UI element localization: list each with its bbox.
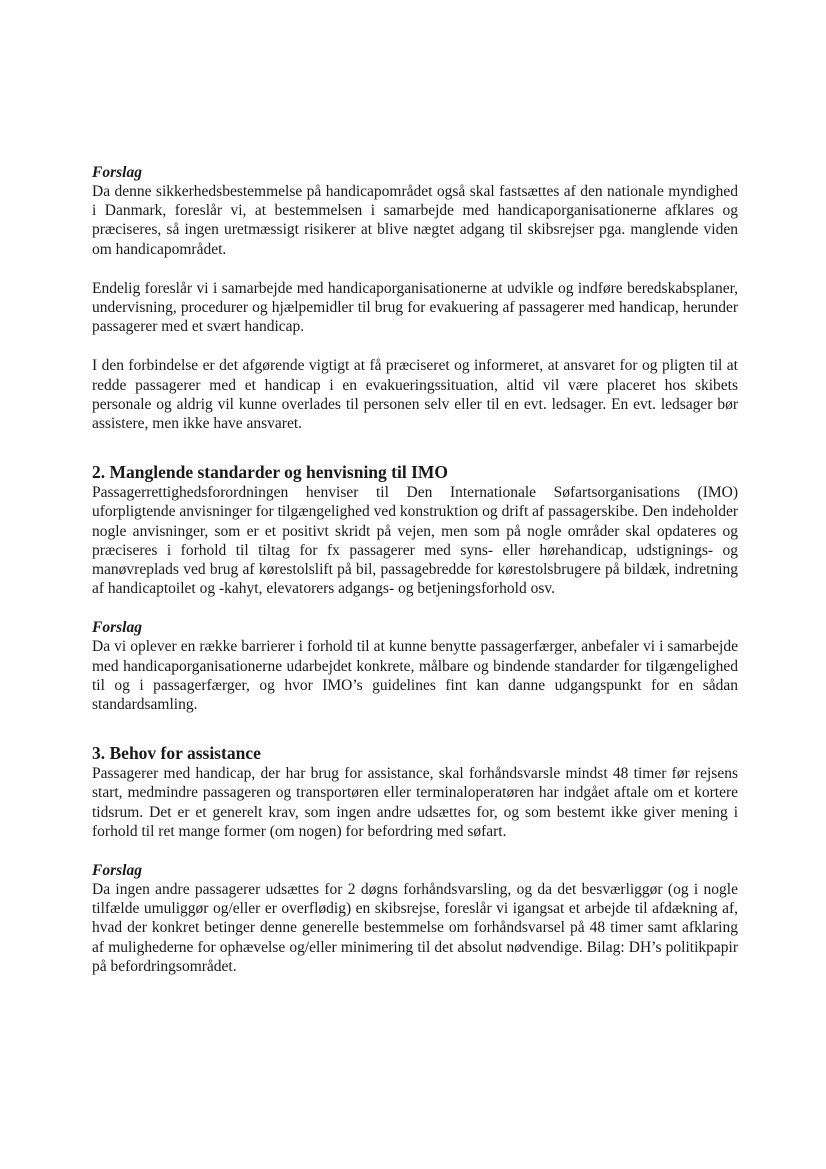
paragraph: Endelig foreslår vi i samarbejde med handicaporganisationerne at udvikle og indføre beredskabsplaner, undervisning, procedurer og hjælpemidler til brug for evakuering af passagerer med handicap, herunder passagerer med et svært handicap. [92,279,738,336]
paragraph: I den forbindelse er det afgørende vigtigt at få præciseret og informeret, at ansvaret for og pligten til at redde passagerer med et handicap i en evakueringssituation, altid vil være placeret hos skibets personale og aldrig vil kunne overlades til personen selv eller til en evt. ledsager. En evt. ledsager bør assistere, men ikke have ansvaret. [92,357,738,433]
forslag-paragraph: Da vi oplever en række barrierer i forhold til at kunne benytte passagerfærger, anbefaler vi i samarbejde med handicaporganisationerne udarbejdet konkrete, målbare og bindende standarder for tilgængelighed til og i passagerfærger, og hvor IMO’s guidelines fint kan danne udgangspunkt for en sådan standardsamling. [92,638,738,714]
section-heading: 3. Behov for assistance [92,743,261,764]
forslag-label: Forslag [92,862,142,880]
section-paragraph: Passagerrettighedsforordningen henviser til Den Internationale Søfartsorganisations (IMO) uforpligtende anvisninger for tilgængelighed ved konstruktion og drift af passagerskibe. Den indeholder nogle anvisninger, som er et positivt skridt på vejen, men som på nogle områder skal opdateres og præciseres i forhold til tiltag for fx passagerer med syns- eller hørehandicap, udstignings- og manøvreplads ved brug af kørestolslift på bil, passagebredde for kørestolsbrugere på bildæk, indretning af handicaptoilet og -kahyt, elevatorers adgangs- og betjeningsforhold osv. [92,484,738,598]
section-heading: 2. Manglende standarder og henvisning til IMO [92,462,449,483]
forslag-paragraph: Da denne sikkerhedsbestemmelse på handicapområdet også skal fastsættes af den nationale myndighed i Danmark, foreslår vi, at bestemmelsen i samarbejde med handicaporganisationerne afklares og præciseres, så ingen uretmæssigt risikerer at blive nægtet adgang til skibsrejser pga. manglende viden om handicapområdet. [92,183,738,258]
section-paragraph: Passagerer med handicap, der har brug for assistance, skal forhåndsvarsle mindst 48 timer før rejsens start, medmindre passageren og transportøren eller terminaloperatøren har indgået aftale om et kortere tidsrum. Det er et generelt krav, som ingen andre udsættes for, og som bestemt ikke giver mening i forhold til ret mange former (om nogen) for befordring med søfart. [92,765,738,840]
forslag-paragraph: Da ingen andre passagerer udsættes for 2 døgns forhåndsvarsling, og da det besværliggør (og i nogle tilfælde umuliggør og/eller er overflødig) en skibsrejse, foreslår vi igangsat et arbejde til afdækning af, hvad der konkret betinger denne generelle bestemmelse om forhåndsvarsel på 48 timer samt afklaring af mulighederne for ophævelse og/eller minimering til det absolut nødvendige. Bilag: DH’s politikpapir på befordringsområdet. [92,881,738,975]
forslag-label: Forslag [92,164,142,181]
document-body [92,163,738,976]
forslag-label: Forslag [92,619,142,637]
